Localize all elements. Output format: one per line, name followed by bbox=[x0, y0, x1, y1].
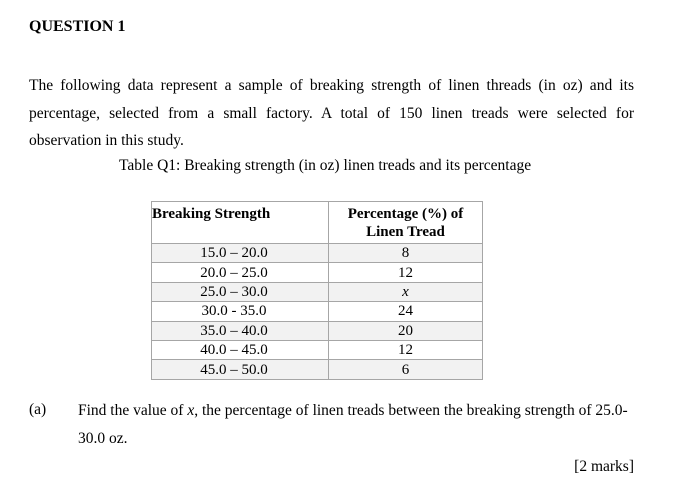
part-a-label: (a) bbox=[29, 401, 47, 418]
table-row bbox=[152, 263, 483, 282]
question-title: QUESTION 1 bbox=[29, 18, 126, 35]
table-row bbox=[152, 282, 483, 301]
table-header-row bbox=[152, 202, 483, 244]
table-row bbox=[152, 302, 483, 321]
question-intro: The following data represent a sample of breaking strength of linen threads (in oz) and its percentage, selected from a small factory. A total of 150 linen treads were selected for observation in this study. bbox=[29, 77, 634, 149]
table-row bbox=[152, 244, 483, 263]
strength-cell: 30.0 - 35.0 bbox=[152, 302, 329, 321]
percent-cell: 12 bbox=[329, 263, 483, 282]
header-percentage-line2: Linen Tread bbox=[366, 224, 445, 240]
percent-cell: 24 bbox=[329, 302, 483, 321]
percent-cell: 20 bbox=[329, 321, 483, 340]
table-row bbox=[152, 360, 483, 379]
header-breaking-strength: Breaking Strength bbox=[152, 202, 329, 244]
part-a-question bbox=[78, 397, 638, 453]
strength-cell: 45.0 – 50.0 bbox=[152, 360, 329, 379]
header-percentage-line1: Percentage (%) of bbox=[347, 206, 464, 222]
part-a-variable: x bbox=[187, 402, 195, 419]
percent-cell-unknown: x bbox=[329, 282, 483, 301]
part-a-text-before: Find the value of bbox=[78, 402, 188, 419]
table-row bbox=[152, 340, 483, 359]
strength-cell: 40.0 – 45.0 bbox=[152, 340, 329, 359]
percent-cell: 6 bbox=[329, 360, 483, 379]
strength-cell: 20.0 – 25.0 bbox=[152, 263, 329, 282]
marks-label: [2 marks] bbox=[574, 458, 634, 475]
part-a-text-after: , the percentage of linen treads between the breaking strength of 25.0-30.0 oz. bbox=[78, 402, 628, 447]
strength-cell: 35.0 – 40.0 bbox=[152, 321, 329, 340]
breaking-strength-table bbox=[151, 201, 483, 380]
percent-cell: 8 bbox=[329, 244, 483, 263]
header-percentage bbox=[329, 202, 483, 244]
table-row bbox=[152, 321, 483, 340]
strength-cell: 15.0 – 20.0 bbox=[152, 244, 329, 263]
strength-cell: 25.0 – 30.0 bbox=[152, 282, 329, 301]
table-caption: Table Q1: Breaking strength (in oz) linen treads and its percentage bbox=[119, 157, 532, 174]
percent-cell: 12 bbox=[329, 340, 483, 359]
